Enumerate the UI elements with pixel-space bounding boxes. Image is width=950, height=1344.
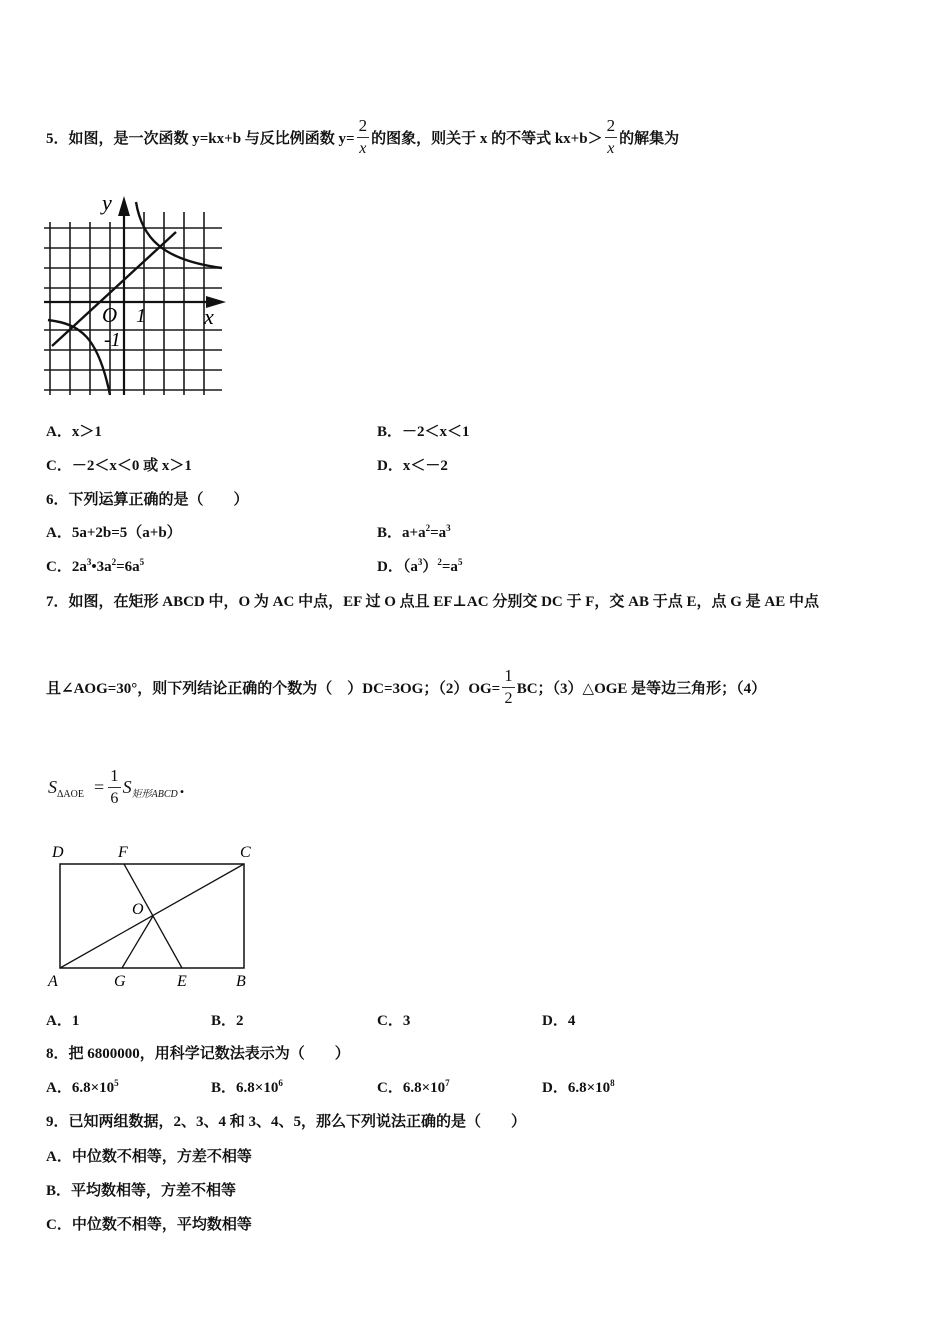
- q7-label-e: E: [177, 973, 187, 990]
- q6-option-d-exponent: 2: [437, 557, 442, 567]
- q5-fraction-2-denominator: x: [607, 140, 615, 157]
- q6-option-c[interactable]: [46, 555, 144, 576]
- q7-half-fraction: [502, 667, 515, 707]
- q7-formula-sub1: ΔAOE: [57, 789, 84, 800]
- q9-option-c-letter: C．: [46, 1217, 72, 1233]
- q6-option-c-exponent: 5: [139, 557, 145, 567]
- q9-option-a[interactable]: [46, 1145, 252, 1166]
- q8-stem: 8．把 6800000，用科学记数法表示为（ ）: [46, 1046, 350, 1062]
- q8-option-c-exponent: 7: [445, 1078, 450, 1088]
- q7-label-g: G: [114, 973, 126, 990]
- q7-half-numerator: 1: [502, 667, 515, 688]
- q8-option-c[interactable]: [377, 1076, 450, 1097]
- q7-option-a-letter: A．: [46, 1013, 72, 1029]
- q8-option-d-base: 6.8×10: [567, 1080, 611, 1096]
- q5-fraction-1-denominator: x: [359, 140, 367, 157]
- q5-stem-part-c: 的解集为: [619, 130, 680, 147]
- q5-option-d-letter: D．: [377, 458, 403, 474]
- q6-option-b[interactable]: [377, 521, 451, 542]
- q5-one-label: 1: [136, 305, 146, 327]
- q6-option-a-text: 5a+2b=5（a+b）: [71, 525, 182, 541]
- q7-stem-line-2-part-b: BC；（3）△OGE 是等边三角形；（4）: [516, 680, 767, 697]
- q9-option-a-text: 中位数不相等，方差不相等: [71, 1149, 252, 1165]
- q5-option-c[interactable]: [46, 454, 192, 475]
- q6-option-d-letter: D．: [377, 559, 403, 575]
- q7-label-o: O: [132, 901, 144, 918]
- q8-option-b-letter: B．: [211, 1080, 237, 1096]
- q7-stem-line-2-part-a: 且∠AOG=30°，则下列结论正确的个数为（ ）DC=3OG；（2）OG=: [46, 680, 501, 697]
- q8-option-d-letter: D．: [542, 1080, 568, 1096]
- q8-option-b-base: 6.8×10: [236, 1080, 279, 1096]
- q7-formula-fraction: [108, 767, 121, 807]
- q6-option-d-part: ）: [422, 559, 438, 575]
- q5-option-c-text: －2＜x＜0 或 x＞1: [71, 458, 192, 474]
- q5-fraction-1: [357, 117, 370, 157]
- q7-option-c-text: 3: [402, 1013, 411, 1029]
- q7-option-c[interactable]: [377, 1009, 410, 1030]
- q6-option-c-exponent: 3: [86, 557, 92, 567]
- q7-label-c: C: [240, 844, 251, 861]
- q8-option-a-exponent: 5: [114, 1078, 119, 1088]
- q6-option-d-exponent: 3: [417, 557, 423, 567]
- q5-option-a[interactable]: [46, 420, 102, 441]
- q7-half-denominator: 2: [504, 690, 513, 707]
- q7-formula-period: .: [179, 776, 185, 797]
- q7-option-d-text: 4: [567, 1013, 576, 1029]
- q9-option-b[interactable]: [46, 1179, 236, 1200]
- q7-option-c-letter: C．: [377, 1013, 403, 1029]
- q7-option-b-letter: B．: [211, 1013, 237, 1029]
- q6-option-b-exponent: 2: [425, 523, 431, 533]
- q9-option-c[interactable]: [46, 1213, 252, 1234]
- q7-formula-equals: =: [93, 776, 105, 797]
- q9-option-a-letter: A．: [46, 1149, 72, 1165]
- q7-option-a-text: 1: [71, 1013, 80, 1029]
- q7-diagonal-ac: [60, 864, 244, 968]
- q5-y-label: y: [102, 190, 112, 215]
- q8-option-a[interactable]: [46, 1076, 119, 1097]
- q5-origin-label: O: [102, 303, 118, 327]
- q7-option-b-text: 2: [236, 1013, 244, 1029]
- q5-stem: [46, 102, 679, 172]
- q7-label-d: D: [52, 844, 64, 861]
- q6-option-c-part: •3a: [91, 559, 112, 575]
- q8-option-b-exponent: 6: [278, 1078, 283, 1088]
- q6-option-b-part: a+a: [402, 525, 426, 541]
- q5-stem-part-b: 的图象，则关于 x 的不等式 kx+b＞: [371, 130, 603, 147]
- q7-option-d[interactable]: [542, 1009, 575, 1030]
- q6-option-d-part: =a: [441, 559, 458, 575]
- q6-stem: 6．下列运算正确的是（ ）: [46, 492, 249, 508]
- q9-option-c-text: 中位数不相等，平均数相等: [71, 1217, 252, 1233]
- q9-option-b-text: 平均数相等，方差不相等: [71, 1183, 237, 1199]
- q6-option-d-part: （a: [402, 559, 418, 575]
- q5-option-d[interactable]: [377, 454, 448, 475]
- q5-fraction-1-numerator: 2: [357, 117, 370, 138]
- q6-option-a-letter: A．: [46, 525, 72, 541]
- q6-option-b-exponent: 3: [446, 523, 451, 533]
- q7-stem-line-2: [46, 652, 766, 722]
- q7-formula-sub2: 矩形ABCD: [131, 789, 178, 800]
- q7-option-d-letter: D．: [542, 1013, 568, 1029]
- q6-option-a[interactable]: [46, 521, 182, 542]
- q6-option-c-part: =6a: [116, 559, 140, 575]
- q8-option-a-letter: A．: [46, 1080, 72, 1096]
- q8-option-a-base: 6.8×10: [71, 1080, 115, 1096]
- q5-fraction-2: [605, 117, 618, 157]
- q7-label-a: A: [48, 973, 58, 990]
- q8-option-b[interactable]: [211, 1076, 283, 1097]
- q6-option-b-letter: B．: [377, 525, 403, 541]
- q5-stem-part-a: 5．如图，是一次函数 y=kx+b 与反比例函数 y=: [46, 130, 355, 147]
- q8-option-c-letter: C．: [377, 1080, 403, 1096]
- q7-rectangle-figure: [44, 840, 260, 990]
- q5-option-d-text: x＜－2: [402, 458, 448, 474]
- q5-option-a-letter: A．: [46, 424, 72, 440]
- q5-neg-one-label: -1: [104, 329, 121, 351]
- q5-option-b-text: －2＜x＜1: [402, 424, 470, 440]
- q5-function-graph: [44, 190, 228, 400]
- q7-formula-s2: S: [122, 776, 132, 797]
- q5-fraction-2-numerator: 2: [605, 117, 618, 138]
- q5-option-b[interactable]: [377, 420, 470, 441]
- q8-option-d[interactable]: [542, 1076, 615, 1097]
- q7-formula-denominator: 6: [110, 790, 119, 807]
- q9-option-b-letter: B．: [46, 1183, 72, 1199]
- q9-stem: 9．已知两组数据，2、3、4 和 3、4、5，那么下列说法正确的是（ ）: [46, 1114, 527, 1130]
- q6-option-c-exponent: 2: [111, 557, 117, 567]
- q5-x-label: x: [204, 304, 214, 329]
- q6-option-d[interactable]: [377, 555, 462, 576]
- q5-option-c-letter: C．: [46, 458, 72, 474]
- q7-option-a[interactable]: [46, 1009, 79, 1030]
- q7-formula-numerator: 1: [108, 767, 121, 788]
- q6-option-c-letter: C．: [46, 559, 72, 575]
- q7-option-b[interactable]: [211, 1009, 244, 1030]
- q5-option-a-text: x＞1: [71, 424, 102, 440]
- q6-option-c-part: 2a: [71, 559, 87, 575]
- q7-area-formula: [48, 762, 184, 812]
- q8-option-c-base: 6.8×10: [402, 1080, 446, 1096]
- q7-formula-s1: S: [48, 776, 57, 797]
- q7-stem-line-1: 7．如图，在矩形 ABCD 中，O 为 AC 中点，EF 过 O 点且 EF⊥AC 分别交 DC 于 F，交 AB 于点 E，点 G 是 AE 中点: [46, 594, 820, 610]
- q5-option-b-letter: B．: [377, 424, 403, 440]
- q6-option-b-part: =a: [430, 525, 447, 541]
- q7-label-f: F: [118, 844, 128, 861]
- q8-option-d-exponent: 8: [610, 1078, 615, 1088]
- q6-option-d-exponent: 5: [457, 557, 463, 567]
- q7-label-b: B: [236, 973, 246, 990]
